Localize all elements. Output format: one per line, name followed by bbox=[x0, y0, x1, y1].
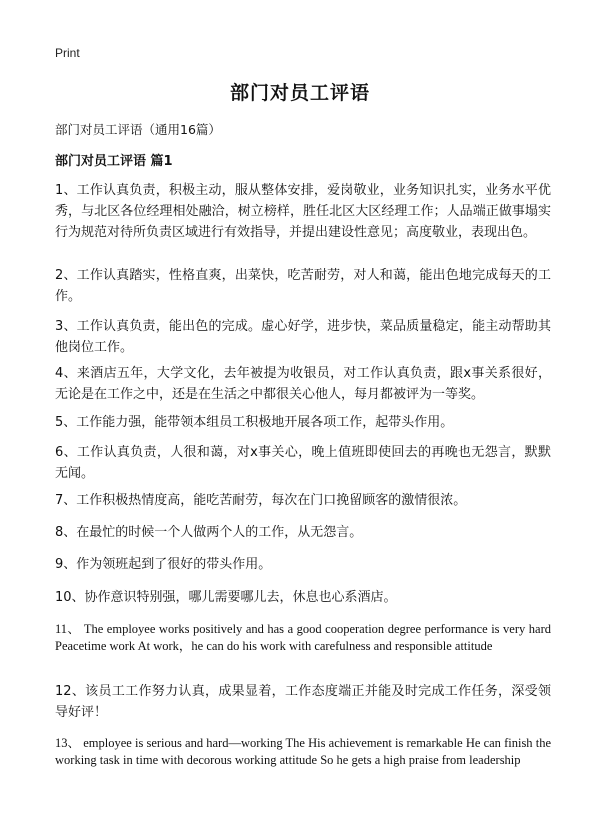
paragraph-10: 10、协作意识特别强，哪儿需要哪儿去，休息也心系酒店。 bbox=[55, 590, 397, 605]
paragraph-5: 5、工作能力强，能带领本组员工积极地开展各项工作，起带头作用。 bbox=[55, 415, 454, 430]
paragraph-4: 4、来酒店五年，大学文化，去年被提为收银员，对工作认真负责，跟x事关系很好，无论是在工作之中，还是在生活之中都很关心他人，每月都被评为一等奖。 bbox=[55, 366, 551, 402]
page-title: 部门对员工评语 bbox=[229, 82, 370, 104]
section-heading: 部门对员工评语 篇1 bbox=[55, 154, 173, 169]
paragraph-3: 3、工作认真负责，能出色的完成。虚心好学，进步快，菜品质量稳定，能主动帮助其他岗位工作。 bbox=[55, 319, 551, 355]
print-label: Print bbox=[55, 46, 80, 60]
paragraph-13: 13、 employee is serious and hard—working The His achievement is remarkable He can finish the working task in time with decorous working attitude So he gets a high praise from leadership bbox=[55, 736, 551, 767]
paragraph-8: 8、在最忙的时候一个人做两个人的工作，从无怨言。 bbox=[55, 525, 363, 540]
paragraph-12: 12、该员工工作努力认真，成果显着，工作态度端正并能及时完成工作任务，深受领导好评！ bbox=[55, 684, 551, 720]
paragraph-2: 2、工作认真踏实，性格直爽，出菜快，吃苦耐劳，对人和蔼，能出色地完成每天的工作。 bbox=[55, 268, 551, 304]
paragraph-11: 11、 The employee works positively and has a good cooperation degree performance is very hard Peacetime work At work，he can do his work with carefulness and responsible attitude bbox=[55, 622, 551, 653]
paragraph-6: 6、工作认真负责，人很和蔼，对x事关心，晚上值班即使回去的再晚也无怨言，默默无闻。 bbox=[55, 445, 551, 481]
paragraph-9: 9、作为领班起到了很好的带头作用。 bbox=[55, 557, 272, 572]
document-subtitle: 部门对员工评语（通用16篇） bbox=[55, 122, 221, 137]
paragraph-1: 1、工作认真负责，积极主动，服从整体安排，爱岗敬业，业务知识扎实，业务水平优秀，与北区各位经理相处融洽，树立榜样，胜任北区大区经理工作；人品端正做事塌实行为规范对待所负责区域进行有效指导，并提出建设性意见；高度敬业，表现出色。 bbox=[55, 183, 551, 240]
paragraph-7: 7、工作积极热情度高，能吃苦耐劳，每次在门口挽留顾客的激情很浓。 bbox=[55, 493, 467, 508]
